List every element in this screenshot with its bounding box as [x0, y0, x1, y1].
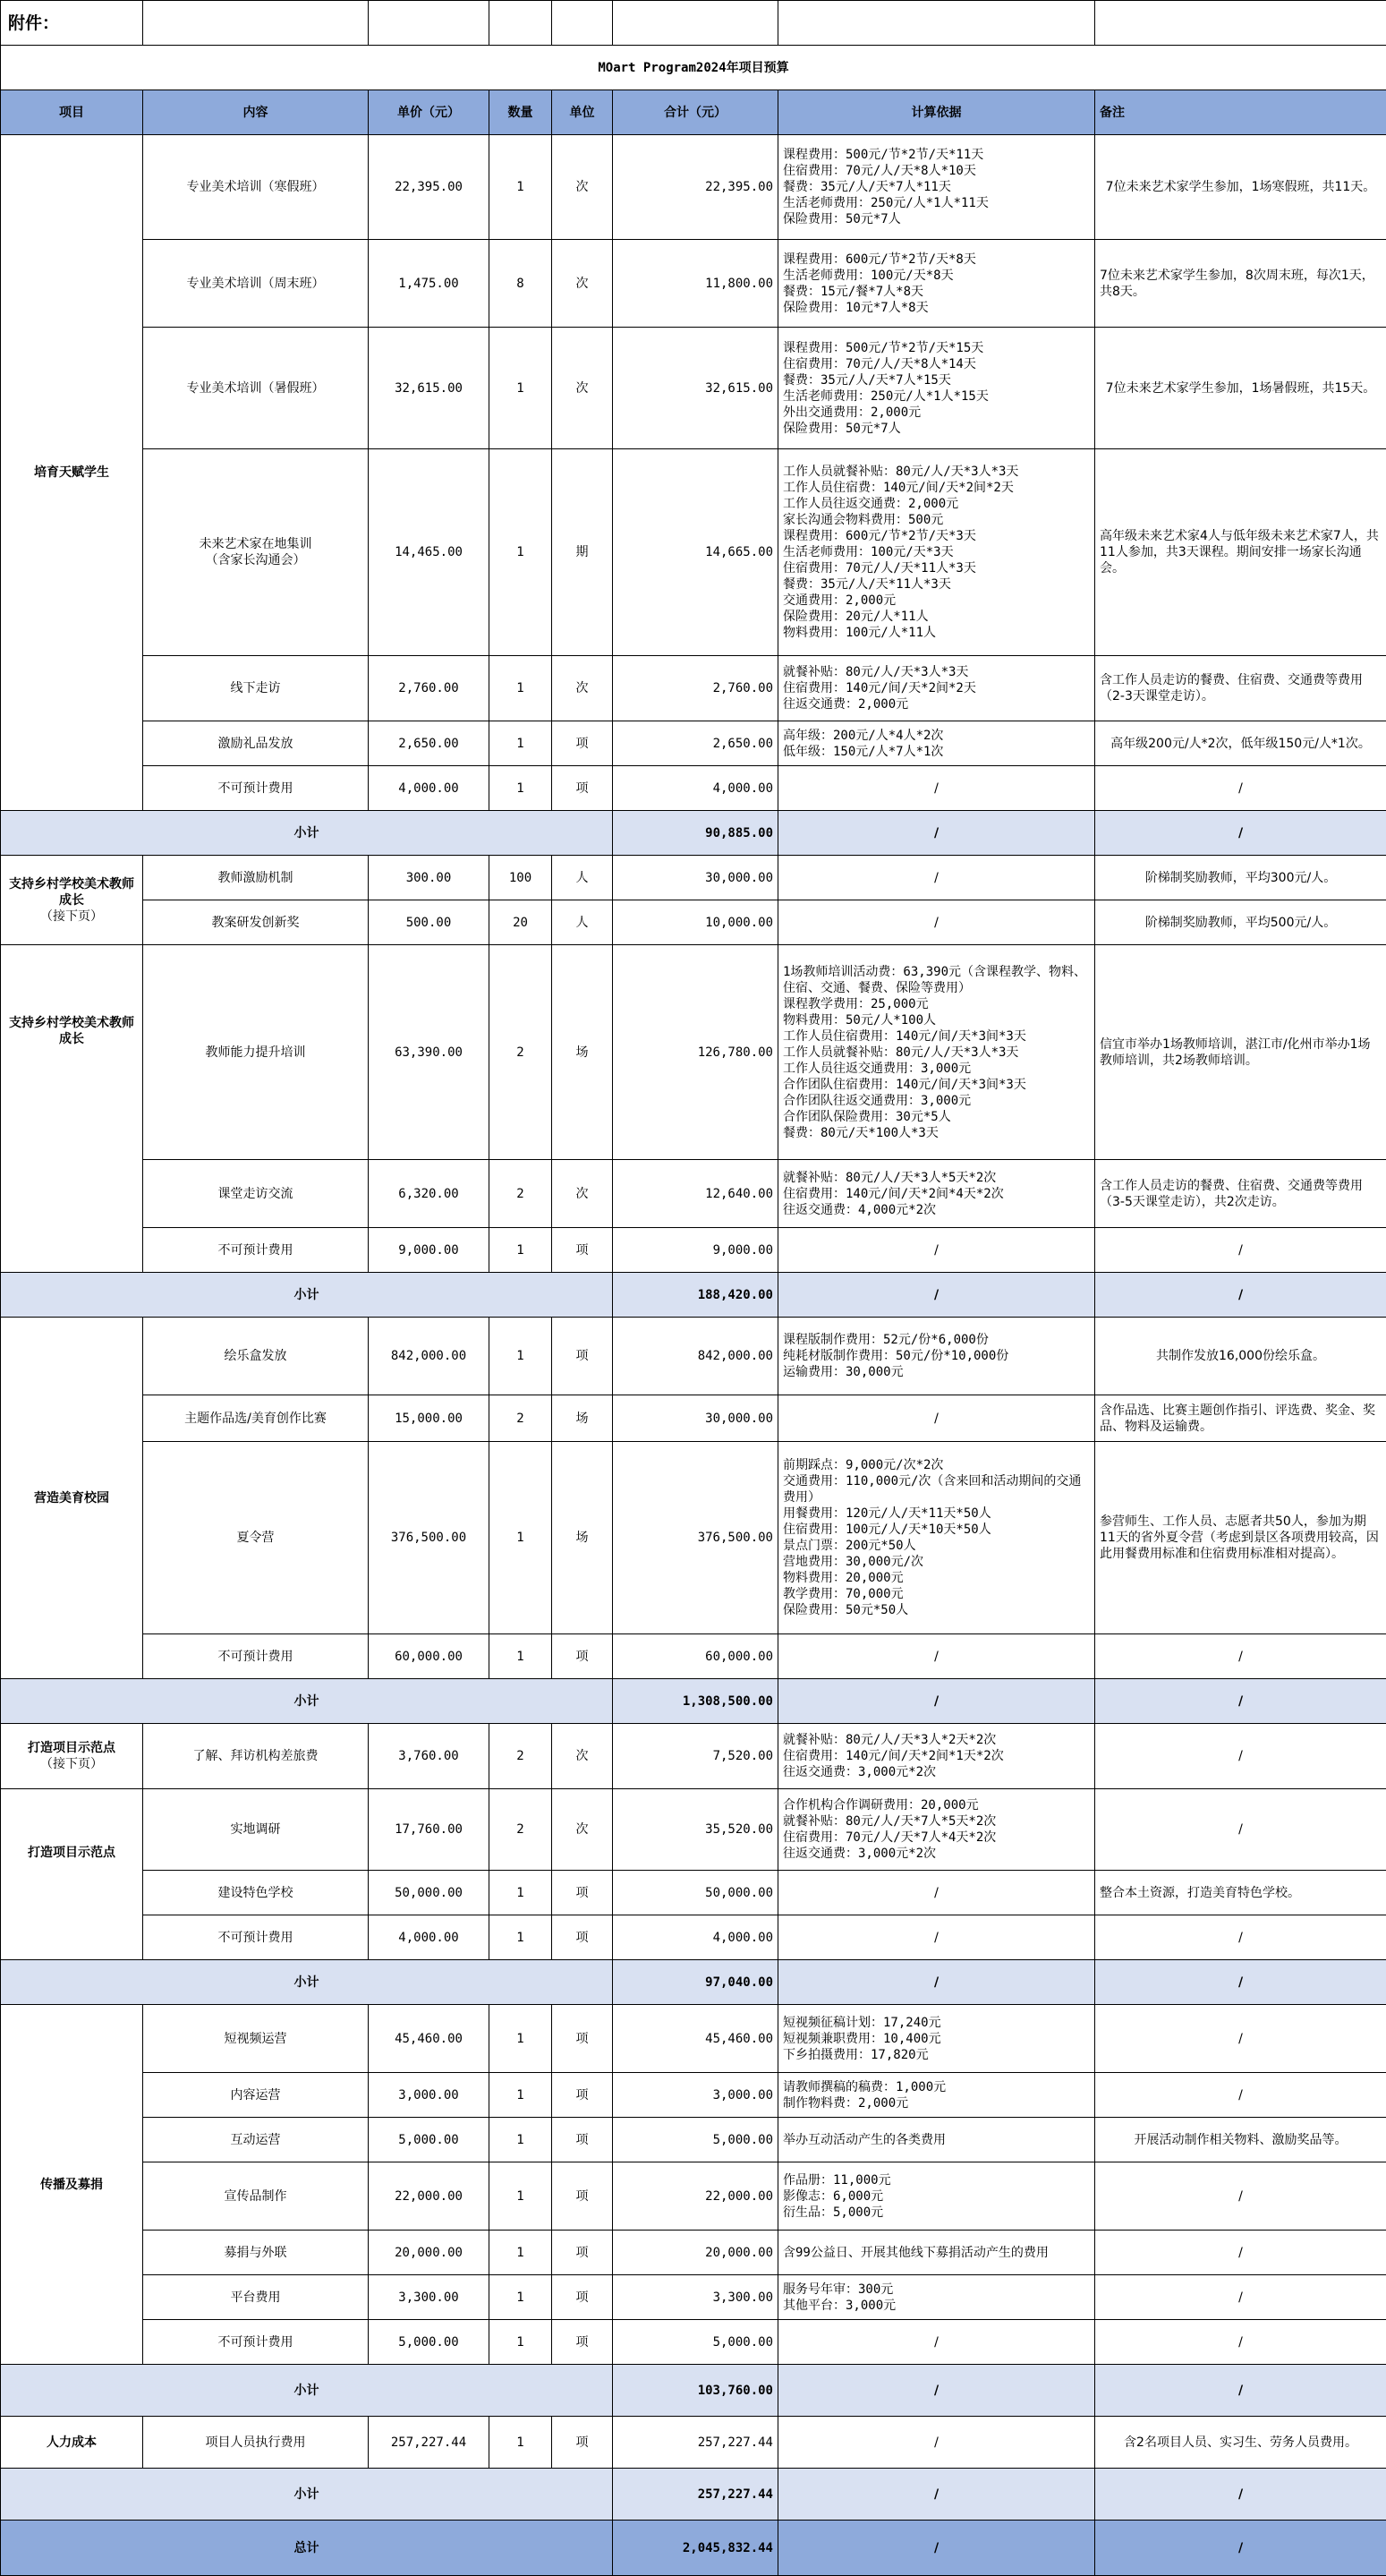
- table-row: [1, 2275, 1386, 2320]
- subtotal-label: 小计: [1, 2365, 613, 2417]
- table-row: [1, 2073, 1386, 2118]
- item-qty: 1: [489, 2231, 552, 2275]
- subtotal-calc: /: [778, 1273, 1095, 1318]
- item-price: 5,000.00: [369, 2118, 489, 2162]
- item-total: 2,650.00: [613, 721, 778, 766]
- item-content: 募捐与外联: [143, 2231, 369, 2275]
- header-content: 内容: [143, 90, 369, 135]
- item-price: 2,760.00: [369, 656, 489, 721]
- table-row: [1, 2162, 1386, 2231]
- category-cell: 传播及募捐: [1, 2005, 143, 2365]
- item-unit: 场: [552, 1395, 613, 1442]
- item-calc: 课程费用：500元/节*2节/天*15天 住宿费用：70元/人/天*8人*14天 餐费：35元/人/天*7人*15天 生活老师费用：250元/人*1人*15天 外出交通费用：2,000元 保险费用：50元*7人: [778, 328, 1095, 449]
- item-note: 共制作发放16,000份绘乐盒。: [1095, 1318, 1386, 1395]
- subtotal-value: 257,227.44: [613, 2469, 778, 2521]
- item-qty: 1: [489, 1915, 552, 1960]
- item-price: 3,300.00: [369, 2275, 489, 2320]
- item-content: 专业美术培训（暑假班）: [143, 328, 369, 449]
- item-qty: 1: [489, 2005, 552, 2073]
- item-content: 夏令营: [143, 1442, 369, 1634]
- item-calc: 工作人员就餐补贴：80元/人/天*3人*3天 工作人员住宿费：140元/间/天*2间*2天 工作人员往返交通费：2,000元 家长沟通会物料费用：500元 课程费用：600元/节*2节/天*3天 生活老师费用：100元/天*3天 住宿费用：70元/人/天*11人*3天 餐费：35元/人/天*11人*3天 交通费用：2,000元 保险费用：20元/人*11人 物料费用：100元/人*11人: [778, 449, 1095, 656]
- item-note: /: [1095, 1724, 1386, 1789]
- item-price: 20,000.00: [369, 2231, 489, 2275]
- category-name: 支持乡村学校美术教师成长: [9, 877, 134, 908]
- item-total: 7,520.00: [613, 1724, 778, 1789]
- item-price: 842,000.00: [369, 1318, 489, 1395]
- subtotal-note: /: [1095, 1679, 1386, 1724]
- item-qty: 2: [489, 1395, 552, 1442]
- item-total: 3,000.00: [613, 2073, 778, 2118]
- item-total: 5,000.00: [613, 2118, 778, 2162]
- subtotal-calc: /: [778, 2365, 1095, 2417]
- item-total: 3,300.00: [613, 2275, 778, 2320]
- item-total: 22,395.00: [613, 135, 778, 240]
- item-calc: /: [778, 766, 1095, 811]
- item-qty: 1: [489, 2417, 552, 2469]
- item-total: 45,460.00: [613, 2005, 778, 2073]
- table-row: [1, 1871, 1386, 1915]
- item-note: 含2名项目人员、实习生、劳务人员费用。: [1095, 2417, 1386, 2469]
- item-calc: 请教师撰稿的稿费：1,000元 制作物料费：2,000元: [778, 2073, 1095, 2118]
- attachment-label: 附件：: [1, 1, 143, 46]
- item-price: 376,500.00: [369, 1442, 489, 1634]
- item-total: 60,000.00: [613, 1634, 778, 1679]
- category-continued-note: （接下页）: [5, 1756, 138, 1772]
- table-row: [1, 1915, 1386, 1960]
- header-project: 项目: [1, 90, 143, 135]
- table-row: [1, 2118, 1386, 2162]
- item-note: /: [1095, 1915, 1386, 1960]
- table-row: [1, 328, 1386, 449]
- item-unit: 项: [552, 1915, 613, 1960]
- item-total: 22,000.00: [613, 2162, 778, 2231]
- item-unit: 次: [552, 328, 613, 449]
- category-cell: [1, 1724, 143, 1789]
- item-total: 14,665.00: [613, 449, 778, 656]
- table-row: [1, 240, 1386, 328]
- item-unit: 次: [552, 240, 613, 328]
- header-unit: 单位: [552, 90, 613, 135]
- item-note: /: [1095, 766, 1386, 811]
- category-cell: 培育天赋学生: [1, 135, 143, 811]
- category-cell: 人力成本: [1, 2417, 143, 2469]
- table-row: [1, 1318, 1386, 1395]
- item-total: 4,000.00: [613, 766, 778, 811]
- grand-total-calc: /: [778, 2521, 1095, 2576]
- item-price: 4,000.00: [369, 766, 489, 811]
- item-calc: 前期踩点：9,000元/次*2次 交通费用：110,000元/次（含来回和活动期间的交通费用） 用餐费用：120元/人/天*11天*50人 住宿费用：100元/人/天*10天*50人 景点门票：200元*50人 营地费用：30,000元/次 物料费用：20,000元 教学费用：70,000元 保险费用：50元*50人: [778, 1442, 1095, 1634]
- item-note: /: [1095, 2320, 1386, 2365]
- item-unit: 项: [552, 721, 613, 766]
- item-calc: /: [778, 1915, 1095, 1960]
- item-note: 含工作人员走访的餐费、住宿费、交通费等费用（2-3天课堂走访）。: [1095, 656, 1386, 721]
- header-unit-price: 单价（元）: [369, 90, 489, 135]
- item-calc: /: [778, 2320, 1095, 2365]
- item-price: 4,000.00: [369, 1915, 489, 1960]
- subtotal-value: 97,040.00: [613, 1960, 778, 2005]
- category-cell: 打造项目示范点: [1, 1789, 143, 1960]
- item-unit: 项: [552, 2073, 613, 2118]
- subtotal-value: 103,760.00: [613, 2365, 778, 2417]
- item-content: 不可预计费用: [143, 1915, 369, 1960]
- item-content: 课堂走访交流: [143, 1160, 369, 1228]
- subtotal-row: [1, 1679, 1386, 1724]
- item-unit: 项: [552, 2118, 613, 2162]
- item-total: 5,000.00: [613, 2320, 778, 2365]
- item-content: 互动运营: [143, 2118, 369, 2162]
- item-price: 63,390.00: [369, 945, 489, 1160]
- item-unit: 场: [552, 945, 613, 1160]
- item-unit: 人: [552, 856, 613, 900]
- item-qty: 1: [489, 1634, 552, 1679]
- item-note: /: [1095, 2275, 1386, 2320]
- item-price: 50,000.00: [369, 1871, 489, 1915]
- item-content: 建设特色学校: [143, 1871, 369, 1915]
- item-content: 不可预计费用: [143, 1634, 369, 1679]
- item-unit: 次: [552, 1724, 613, 1789]
- category-name: 打造项目示范点: [28, 1741, 115, 1755]
- item-qty: 1: [489, 2118, 552, 2162]
- item-qty: 1: [489, 1318, 552, 1395]
- category-continued-note: （接下页）: [5, 908, 138, 925]
- item-content: 不可预计费用: [143, 2320, 369, 2365]
- subtotal-row: [1, 811, 1386, 856]
- subtotal-value: 188,420.00: [613, 1273, 778, 1318]
- item-price: 1,475.00: [369, 240, 489, 328]
- table-row: [1, 1442, 1386, 1634]
- item-calc: 就餐补贴：80元/人/天*3人*5天*2次 住宿费用：140元/间/天*2间*4天*2次 往返交通费：4,000元*2次: [778, 1160, 1095, 1228]
- item-content: 项目人员执行费用: [143, 2417, 369, 2469]
- item-qty: 100: [489, 856, 552, 900]
- item-unit: 项: [552, 1228, 613, 1273]
- item-note: 含工作人员走访的餐费、住宿费、交通费等费用（3-5天课堂走访），共2次走访。: [1095, 1160, 1386, 1228]
- item-content: 教师激励机制: [143, 856, 369, 900]
- header-remarks: 备注: [1095, 90, 1386, 135]
- item-note: /: [1095, 1634, 1386, 1679]
- item-total: 35,520.00: [613, 1789, 778, 1871]
- item-note: 整合本土资源，打造美育特色学校。: [1095, 1871, 1386, 1915]
- item-price: 2,650.00: [369, 721, 489, 766]
- header-quantity: 数量: [489, 90, 552, 135]
- table-row: [1, 945, 1386, 1160]
- table-row: [1, 856, 1386, 900]
- subtotal-label: 小计: [1, 2469, 613, 2521]
- item-total: 11,800.00: [613, 240, 778, 328]
- item-content: 绘乐盒发放: [143, 1318, 369, 1395]
- item-calc: 合作机构合作调研费用：20,000元 就餐补贴：80元/人/天*7人*5天*2次 住宿费用：70元/人/天*7人*4天*2次 往返交通费：3,000元*2次: [778, 1789, 1095, 1871]
- item-price: 15,000.00: [369, 1395, 489, 1442]
- item-qty: 1: [489, 328, 552, 449]
- item-total: 10,000.00: [613, 900, 778, 945]
- item-total: 376,500.00: [613, 1442, 778, 1634]
- item-qty: 1: [489, 721, 552, 766]
- item-note: /: [1095, 1789, 1386, 1871]
- item-content: 线下走访: [143, 656, 369, 721]
- item-calc: /: [778, 900, 1095, 945]
- table-row: [1, 2320, 1386, 2365]
- grand-total-value: 2,045,832.44: [613, 2521, 778, 2576]
- item-content: 专业美术培训（寒假班）: [143, 135, 369, 240]
- table-row: [1, 1160, 1386, 1228]
- item-price: 9,000.00: [369, 1228, 489, 1273]
- subtotal-note: /: [1095, 811, 1386, 856]
- item-calc: /: [778, 2417, 1095, 2469]
- item-unit: 期: [552, 449, 613, 656]
- item-content: 专业美术培训（周末班）: [143, 240, 369, 328]
- item-qty: 1: [489, 1871, 552, 1915]
- subtotal-calc: /: [778, 811, 1095, 856]
- item-content: 内容运营: [143, 2073, 369, 2118]
- subtotal-note: /: [1095, 2365, 1386, 2417]
- item-unit: 项: [552, 2162, 613, 2231]
- item-note: /: [1095, 2231, 1386, 2275]
- item-price: 5,000.00: [369, 2320, 489, 2365]
- table-row: [1, 766, 1386, 811]
- table-row: [1, 656, 1386, 721]
- item-price: 22,395.00: [369, 135, 489, 240]
- item-calc: 课程费用：600元/节*2节/天*8天 生活老师费用：100元/天*8天 餐费：15元/餐*7人*8天 保险费用：10元*7人*8天: [778, 240, 1095, 328]
- item-calc: 服务号年审：300元 其他平台：3,000元: [778, 2275, 1095, 2320]
- table-row: [1, 2231, 1386, 2275]
- item-content: 平台费用: [143, 2275, 369, 2320]
- item-price: 6,320.00: [369, 1160, 489, 1228]
- item-price: 500.00: [369, 900, 489, 945]
- item-qty: 1: [489, 766, 552, 811]
- item-note: 含作品选、比赛主题创作指引、评选费、奖金、奖品、物料及运输费。: [1095, 1395, 1386, 1442]
- item-unit: 次: [552, 1160, 613, 1228]
- table-row: [1, 449, 1386, 656]
- table-row: [1, 1789, 1386, 1871]
- grand-total-row: [1, 2521, 1386, 2576]
- item-qty: 8: [489, 240, 552, 328]
- item-total: 9,000.00: [613, 1228, 778, 1273]
- header-calc-basis: 计算依据: [778, 90, 1095, 135]
- item-note: 7位未来艺术家学生参加，1场寒假班，共11天。: [1095, 135, 1386, 240]
- item-calc: /: [778, 1228, 1095, 1273]
- grand-total-label: 总计: [1, 2521, 613, 2576]
- item-content: 教案研发创新奖: [143, 900, 369, 945]
- item-price: 45,460.00: [369, 2005, 489, 2073]
- item-total: 4,000.00: [613, 1915, 778, 1960]
- item-qty: 2: [489, 1789, 552, 1871]
- subtotal-row: [1, 2365, 1386, 2417]
- subtotal-calc: /: [778, 2469, 1095, 2521]
- item-content: 了解、拜访机构差旅费: [143, 1724, 369, 1789]
- table-row: [1, 2005, 1386, 2073]
- item-calc: /: [778, 1395, 1095, 1442]
- item-calc: 1场教师培训活动费：63,390元（含课程教学、物料、住宿、交通、餐费、保险等费用） 课程教学费用：25,000元 物料费用：50元/人*100人 工作人员住宿费用：140元/间/天*3间*3天 工作人员就餐补贴：80元/人/天*3人*3天 工作人员往返交通费用：3,000元 合作团队住宿费用：140元/间/天*3间*3天 合作团队往返交通费用：3,000元 合作团队保险费用：30元*5人 餐费：80元/天*100人*3天: [778, 945, 1095, 1160]
- subtotal-label: 小计: [1, 1679, 613, 1724]
- item-price: 32,615.00: [369, 328, 489, 449]
- item-note: 参营师生、工作人员、志愿者共50人，参加为期11天的省外夏令营（考虑到景区各项费用较高，因此用餐费用标准和住宿费用标准相对提高）。: [1095, 1442, 1386, 1634]
- item-qty: 1: [489, 1442, 552, 1634]
- item-calc: /: [778, 1634, 1095, 1679]
- item-price: 22,000.00: [369, 2162, 489, 2231]
- item-total: 50,000.00: [613, 1871, 778, 1915]
- item-note: 信宜市举办1场教师培训，湛江市/化州市举办1场教师培训，共2场教师培训。: [1095, 945, 1386, 1160]
- item-total: 32,615.00: [613, 328, 778, 449]
- item-content: 教师能力提升培训: [143, 945, 369, 1160]
- item-unit: 次: [552, 1789, 613, 1871]
- item-price: 14,465.00: [369, 449, 489, 656]
- item-content: 短视频运营: [143, 2005, 369, 2073]
- table-row: [1, 721, 1386, 766]
- item-calc: 就餐补贴：80元/人/天*3人*2天*2次 住宿费用：140元/间/天*2间*1天*2次 往返交通费：3,000元*2次: [778, 1724, 1095, 1789]
- table-row: [1, 1228, 1386, 1273]
- item-content: 不可预计费用: [143, 1228, 369, 1273]
- item-content: 主题作品选/美育创作比赛: [143, 1395, 369, 1442]
- subtotal-note: /: [1095, 2469, 1386, 2521]
- item-price: 60,000.00: [369, 1634, 489, 1679]
- item-note: /: [1095, 2073, 1386, 2118]
- item-qty: 1: [489, 2275, 552, 2320]
- item-qty: 2: [489, 945, 552, 1160]
- subtotal-label: 小计: [1, 1273, 613, 1318]
- item-note: 高年级200元/人*2次，低年级150元/人*1次。: [1095, 721, 1386, 766]
- item-calc: 高年级：200元/人*4人*2次 低年级：150元/人*7人*1次: [778, 721, 1095, 766]
- item-note: 阶梯制奖励教师，平均500元/人。: [1095, 900, 1386, 945]
- item-price: 3,000.00: [369, 2073, 489, 2118]
- subtotal-row: [1, 1273, 1386, 1318]
- item-content: 激励礼品发放: [143, 721, 369, 766]
- item-price: 17,760.00: [369, 1789, 489, 1871]
- item-unit: 项: [552, 1871, 613, 1915]
- category-cell: [1, 856, 143, 945]
- item-qty: 2: [489, 1724, 552, 1789]
- subtotal-note: /: [1095, 1273, 1386, 1318]
- item-qty: 1: [489, 1228, 552, 1273]
- subtotal-calc: /: [778, 1679, 1095, 1724]
- item-qty: 1: [489, 2162, 552, 2231]
- item-calc: 课程版制作费用：52元/份*6,000份 纯耗材版制作费用：50元/份*10,000份 运输费用：30,000元: [778, 1318, 1095, 1395]
- subtotal-note: /: [1095, 1960, 1386, 2005]
- item-unit: 项: [552, 2417, 613, 2469]
- item-unit: 项: [552, 2320, 613, 2365]
- item-total: 2,760.00: [613, 656, 778, 721]
- item-total: 30,000.00: [613, 1395, 778, 1442]
- item-note: 阶梯制奖励教师，平均300元/人。: [1095, 856, 1386, 900]
- table-row: [1, 2417, 1386, 2469]
- item-note: 7位未来艺术家学生参加，1场暑假班，共15天。: [1095, 328, 1386, 449]
- subtotal-calc: /: [778, 1960, 1095, 2005]
- item-note: 7位未来艺术家学生参加，8次周末班，每次1天，共8天。: [1095, 240, 1386, 328]
- item-calc: 短视频征稿计划：17,240元 短视频兼职费用：10,400元 下乡拍摄费用：17,820元: [778, 2005, 1095, 2073]
- item-content: 未来艺术家在地集训 （含家长沟通会）: [143, 449, 369, 656]
- item-unit: 项: [552, 1634, 613, 1679]
- item-calc: 课程费用：500元/节*2节/天*11天 住宿费用：70元/人/天*8人*10天 餐费：35元/人/天*7人*11天 生活老师费用：250元/人*1人*11天 保险费用：50元*7人: [778, 135, 1095, 240]
- item-unit: 场: [552, 1442, 613, 1634]
- item-qty: 1: [489, 656, 552, 721]
- item-qty: 20: [489, 900, 552, 945]
- item-qty: 1: [489, 135, 552, 240]
- category-cell: 营造美育校园: [1, 1318, 143, 1679]
- subtotal-label: 小计: [1, 1960, 613, 2005]
- item-calc: 作品册：11,000元 影像志：6,000元 衍生品：5,000元: [778, 2162, 1095, 2231]
- item-calc: /: [778, 856, 1095, 900]
- subtotal-row: [1, 1960, 1386, 2005]
- item-unit: 项: [552, 2005, 613, 2073]
- item-note: 开展活动制作相关物料、激励奖品等。: [1095, 2118, 1386, 2162]
- item-price: 300.00: [369, 856, 489, 900]
- header-total: 合计（元）: [613, 90, 778, 135]
- item-calc: 就餐补贴：80元/人/天*3人*3天 住宿费用：140元/间/天*2间*2天 往返交通费：2,000元: [778, 656, 1095, 721]
- item-qty: 1: [489, 2320, 552, 2365]
- item-total: 126,780.00: [613, 945, 778, 1160]
- item-unit: 项: [552, 766, 613, 811]
- table-row: [1, 135, 1386, 240]
- item-total: 30,000.00: [613, 856, 778, 900]
- table-row: [1, 1395, 1386, 1442]
- item-calc: /: [778, 1871, 1095, 1915]
- item-unit: 项: [552, 1318, 613, 1395]
- subtotal-row: [1, 2469, 1386, 2521]
- item-note: /: [1095, 2005, 1386, 2073]
- subtotal-value: 90,885.00: [613, 811, 778, 856]
- item-calc: 含99公益日、开展其他线下募捐活动产生的费用: [778, 2231, 1095, 2275]
- table-row: [1, 1724, 1386, 1789]
- item-total: 842,000.00: [613, 1318, 778, 1395]
- grand-total-note: /: [1095, 2521, 1386, 2576]
- item-content: 宣传品制作: [143, 2162, 369, 2231]
- subtotal-label: 小计: [1, 811, 613, 856]
- table-row: [1, 900, 1386, 945]
- item-unit: 次: [552, 135, 613, 240]
- item-qty: 2: [489, 1160, 552, 1228]
- item-total: 20,000.00: [613, 2231, 778, 2275]
- table-row: [1, 1634, 1386, 1679]
- item-price: 257,227.44: [369, 2417, 489, 2469]
- item-unit: 项: [552, 2275, 613, 2320]
- item-price: 3,760.00: [369, 1724, 489, 1789]
- item-content: 实地调研: [143, 1789, 369, 1871]
- item-note: /: [1095, 1228, 1386, 1273]
- item-qty: 1: [489, 449, 552, 656]
- item-note: 高年级未来艺术家4人与低年级未来艺术家7人，共11人参加，共3天课程。期间安排一场家长沟通会。: [1095, 449, 1386, 656]
- item-total: 12,640.00: [613, 1160, 778, 1228]
- item-qty: 1: [489, 2073, 552, 2118]
- item-unit: 项: [552, 2231, 613, 2275]
- item-calc: 举办互动活动产生的各类费用: [778, 2118, 1095, 2162]
- item-unit: 人: [552, 900, 613, 945]
- item-total: 257,227.44: [613, 2417, 778, 2469]
- page-title: MOart Program2024年项目预算: [1, 46, 1386, 90]
- item-note: /: [1095, 2162, 1386, 2231]
- item-unit: 次: [552, 656, 613, 721]
- subtotal-value: 1,308,500.00: [613, 1679, 778, 1724]
- item-content: 不可预计费用: [143, 766, 369, 811]
- category-cell: 支持乡村学校美术教师成长: [1, 945, 143, 1273]
